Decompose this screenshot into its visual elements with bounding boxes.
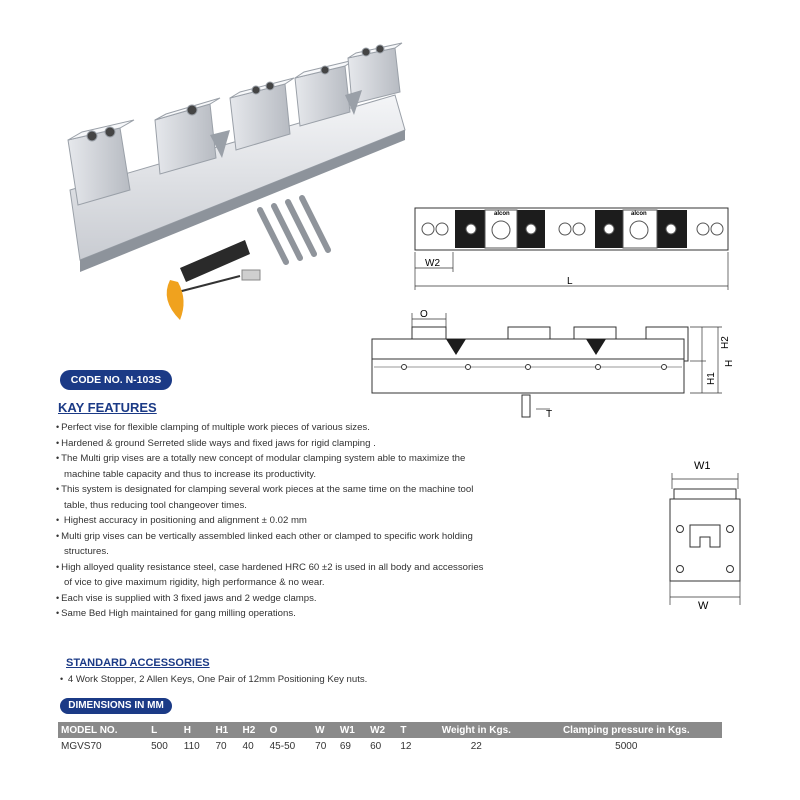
dim-t-label: T <box>546 409 553 420</box>
col-h: H <box>181 722 213 738</box>
side-view-drawing <box>360 305 735 430</box>
list-item: • Each vise is supplied with 3 fixed jaws and 2 wedge clamps. <box>56 592 317 604</box>
dim-h2-label: H2 <box>720 336 731 349</box>
accessories-text: • 4 Work Stopper, 2 Allen Keys, One Pair of 12mm Positioning Key nuts. <box>60 674 368 685</box>
cell-w1: 69 <box>339 740 351 752</box>
col-h2: H2 <box>240 722 267 738</box>
list-item: • This system is designated for clamping several work pieces at the same time on the machine tool table, thus reducing tool changeover times. <box>56 484 474 511</box>
dim-w-label: W <box>698 600 709 612</box>
dim-l-label: L <box>567 276 573 287</box>
cell-h1: 70 <box>215 740 227 752</box>
col-w: W <box>312 722 337 738</box>
dim-o-label: O <box>420 309 428 320</box>
brand-label: alcon <box>631 211 647 217</box>
dim-w1-label: W1 <box>694 460 711 472</box>
top-view-drawing <box>395 200 740 295</box>
end-view-drawing <box>660 455 750 615</box>
brand-label: alcon <box>494 211 510 217</box>
dimensions-heading: DIMENSIONS IN MM <box>60 698 172 714</box>
dim-h1-label: H1 <box>706 372 717 385</box>
cell-h: 110 <box>183 740 200 752</box>
features-heading: KAY FEATURES <box>58 400 157 415</box>
col-w2: W2 <box>367 722 397 738</box>
col-h1: H1 <box>212 722 239 738</box>
accessories-heading: STANDARD ACCESSORIES <box>66 657 210 669</box>
dim-h-label: H <box>724 359 735 367</box>
list-item: • Multi grip vises can be vertically assembled linked each other or clamped to specific work holding structures. <box>56 530 473 557</box>
cell-o: 45-50 <box>269 740 296 752</box>
col-clamping: Clamping pressure in Kgs. <box>531 722 722 738</box>
col-model: MODEL NO. <box>58 722 148 738</box>
col-o: O <box>267 722 313 738</box>
cell-model: MGVS70 <box>61 740 102 752</box>
col-l: L <box>148 722 181 738</box>
code-badge: CODE NO. N-103S <box>60 370 172 390</box>
cell-t: 12 <box>400 740 412 752</box>
cell-clamping: 5000 <box>615 740 638 752</box>
col-weight: Weight in Kgs. <box>422 722 531 738</box>
list-item: • High alloyed quality resistance steel, case hardened HRC 60 ±2 is used in all body and accessories of vice to give maximum rigidity, high performance & no wear. <box>56 561 484 588</box>
list-item: • Same Bed High maintained for gang milling operations. <box>56 608 296 619</box>
list-item: • Perfect vise for flexible clamping of multiple work pieces of various sizes. <box>56 422 370 433</box>
list-item: • The Multi grip vises are a totally new concept of modular clamping system able to maximize the machine table capacity and thus to increase its productivity. <box>56 453 466 480</box>
cell-h2: 40 <box>242 740 254 752</box>
col-w1: W1 <box>337 722 367 738</box>
cell-w: 70 <box>315 740 327 752</box>
cell-w2: 60 <box>370 740 382 752</box>
dimensions-table <box>58 722 722 754</box>
list-item: • Hardened & ground Serreted slide ways and fixed jaws for rigid clamping . <box>56 437 376 449</box>
table-row <box>58 738 722 754</box>
features-list <box>56 420 486 622</box>
table-header-row <box>58 722 722 738</box>
col-t: T <box>397 722 422 738</box>
cell-weight: 22 <box>470 740 482 752</box>
cell-l: 500 <box>151 740 168 752</box>
dim-w2-label: W2 <box>425 258 440 269</box>
list-item: • Highest accuracy in positioning and alignment ± 0.02 mm <box>56 515 307 526</box>
product-photo <box>60 40 410 330</box>
